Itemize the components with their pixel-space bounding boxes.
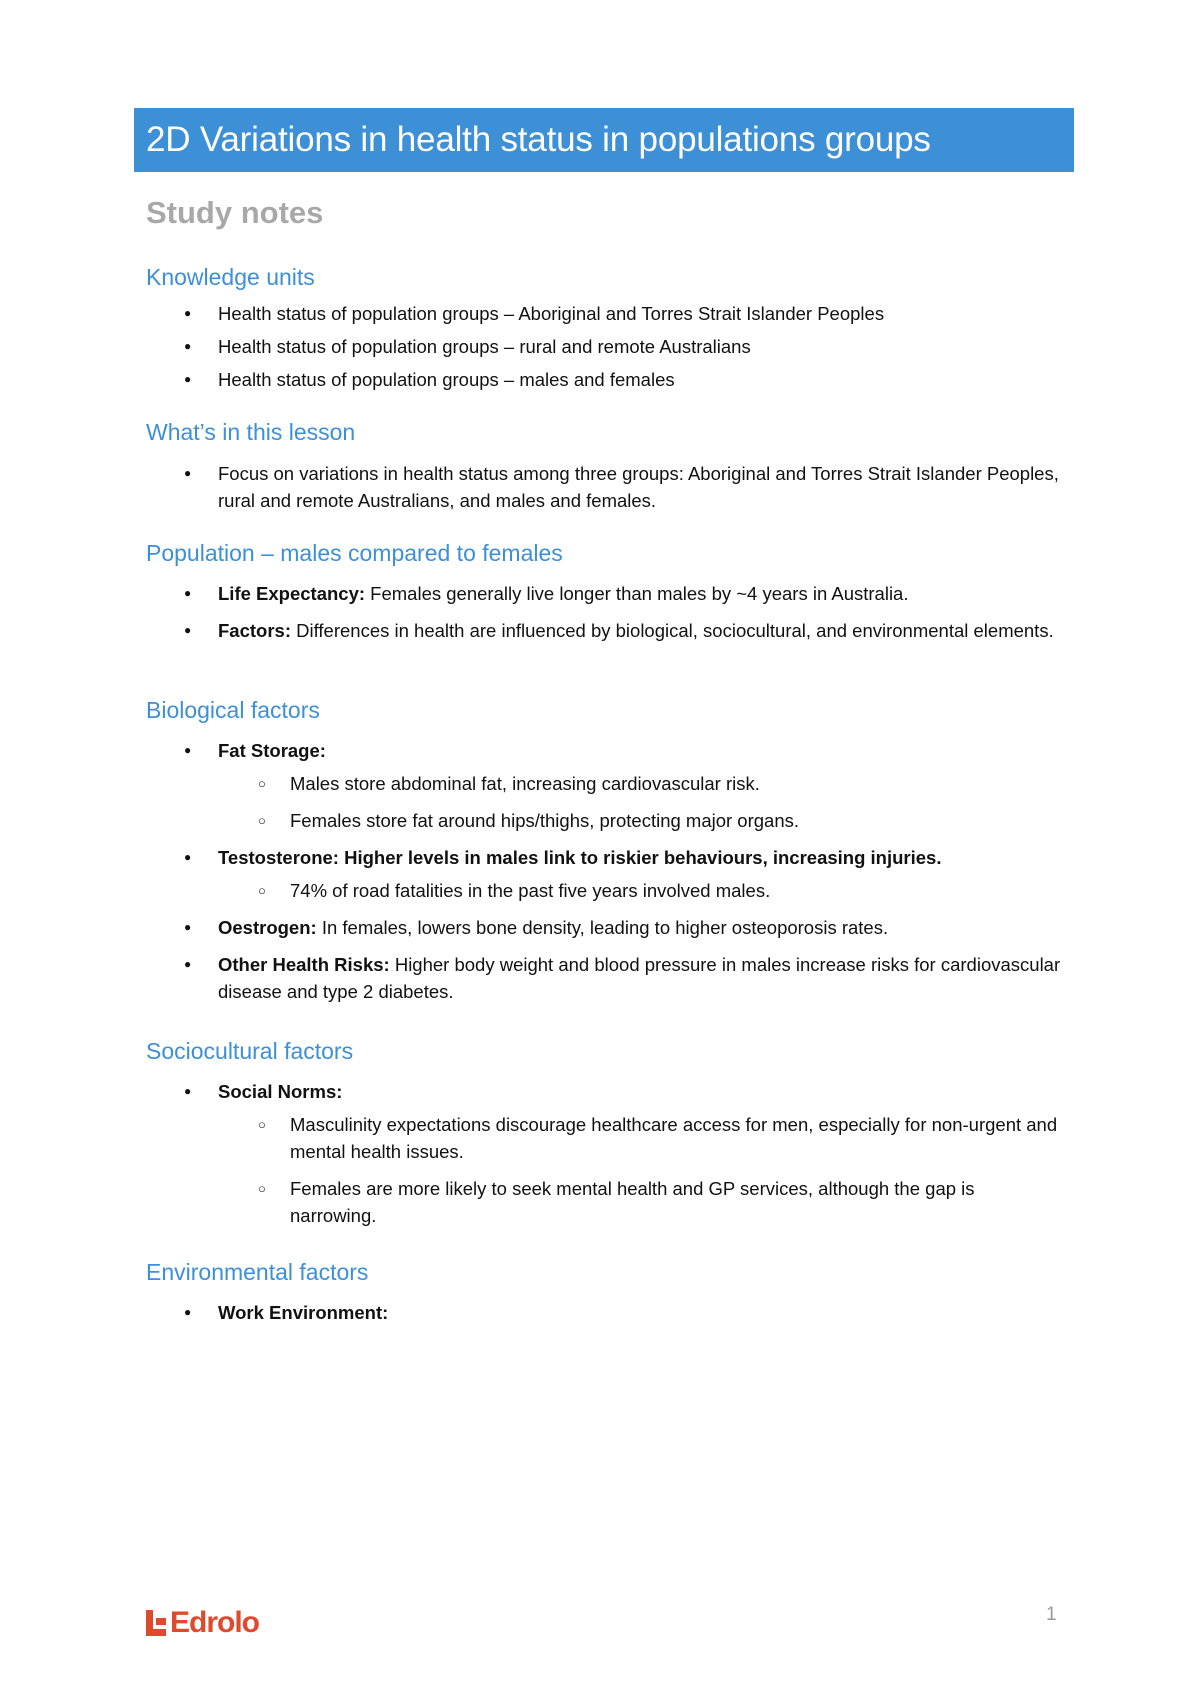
list-item — [146, 580, 1066, 607]
list-item — [146, 617, 1066, 644]
edrolo-logo-text: Edrolo — [170, 1606, 259, 1639]
social-norms-label: Social Norms: — [218, 1081, 343, 1102]
edrolo-logo-icon — [146, 1610, 166, 1636]
list-item: ● Health status of population groups – rural and remote Australians — [146, 333, 1066, 360]
population-heading: Population – males compared to females — [146, 540, 563, 566]
knowledge-units-list — [146, 300, 1066, 393]
list-item — [146, 1078, 1066, 1229]
list-item — [146, 844, 1066, 904]
document-title: 2D Variations in health status in populations groups — [146, 120, 931, 159]
whats-in-lesson-list — [146, 460, 1066, 514]
life-expectancy-text: Females generally live longer than males by ~4 years in Australia. — [365, 583, 909, 604]
sub-list-item: ○ Females are more likely to seek mental health and GP services, although the gap is narrowing. — [218, 1175, 1066, 1229]
edrolo-logo — [146, 1606, 259, 1640]
sub-list-item: ○ 74% of road fatalities in the past five years involved males. — [218, 877, 1066, 904]
social-norms-sublist — [218, 1111, 1066, 1229]
testosterone-label: Testosterone: Higher levels in males link to riskier behaviours, increasing injuries. — [218, 847, 942, 868]
oestrogen-label: Oestrogen: — [218, 917, 317, 938]
oestrogen-text: In females, lowers bone density, leading to higher osteoporosis rates. — [316, 917, 889, 938]
list-item: ● Focus on variations in health status among three groups: Aboriginal and Torres Strait Islander Peoples, rural and remote Australians, and males and females. — [146, 460, 1066, 514]
list-item — [146, 737, 1066, 834]
life-expectancy-label: Life Expectancy: — [218, 583, 366, 604]
list-item: ● Health status of population groups – Aboriginal and Torres Strait Islander Peoples — [146, 300, 1066, 327]
other-health-risks-label: Other Health Risks: — [218, 954, 390, 975]
sociocultural-factors-heading: Sociocultural factors — [146, 1038, 354, 1064]
testosterone-sublist — [218, 877, 1066, 904]
sub-list-item: ○ Males store abdominal fat, increasing cardiovascular risk. — [218, 770, 1066, 797]
sub-list-item: ○ Masculinity expectations discourage healthcare access for men, especially for non-urgent and mental health issues. — [218, 1111, 1066, 1165]
title-banner — [134, 108, 1074, 172]
fat-storage-label: Fat Storage: — [218, 740, 326, 761]
other-health-risks-text: Higher body weight and blood pressure in males increase risks for cardiovascular disease and type 2 diabetes. — [218, 954, 1061, 1002]
page-number: 1 — [1046, 1604, 1057, 1625]
environmental-factors-list — [146, 1299, 1066, 1326]
population-list — [146, 580, 1066, 644]
list-item — [146, 1299, 1066, 1326]
environmental-factors-heading: Environmental factors — [146, 1259, 369, 1285]
study-notes-subtitle: Study notes — [146, 195, 324, 230]
sociocultural-factors-list — [146, 1078, 1066, 1229]
sub-list-item: ○ Females store fat around hips/thighs, protecting major organs. — [218, 807, 1066, 834]
knowledge-units-heading: Knowledge units — [146, 264, 315, 290]
biological-factors-heading: Biological factors — [146, 697, 320, 723]
list-item — [146, 951, 1066, 1005]
list-item: ● Health status of population groups – males and females — [146, 366, 1066, 393]
work-environment-label: Work Environment: — [218, 1302, 389, 1323]
fat-storage-sublist — [218, 770, 1066, 834]
factors-label: Factors: — [218, 620, 291, 641]
biological-factors-list — [146, 737, 1066, 1005]
whats-in-lesson-heading: What’s in this lesson — [146, 419, 356, 445]
factors-text: Differences in health are influenced by biological, sociocultural, and environmental elements. — [291, 620, 1054, 641]
list-item — [146, 914, 1066, 941]
